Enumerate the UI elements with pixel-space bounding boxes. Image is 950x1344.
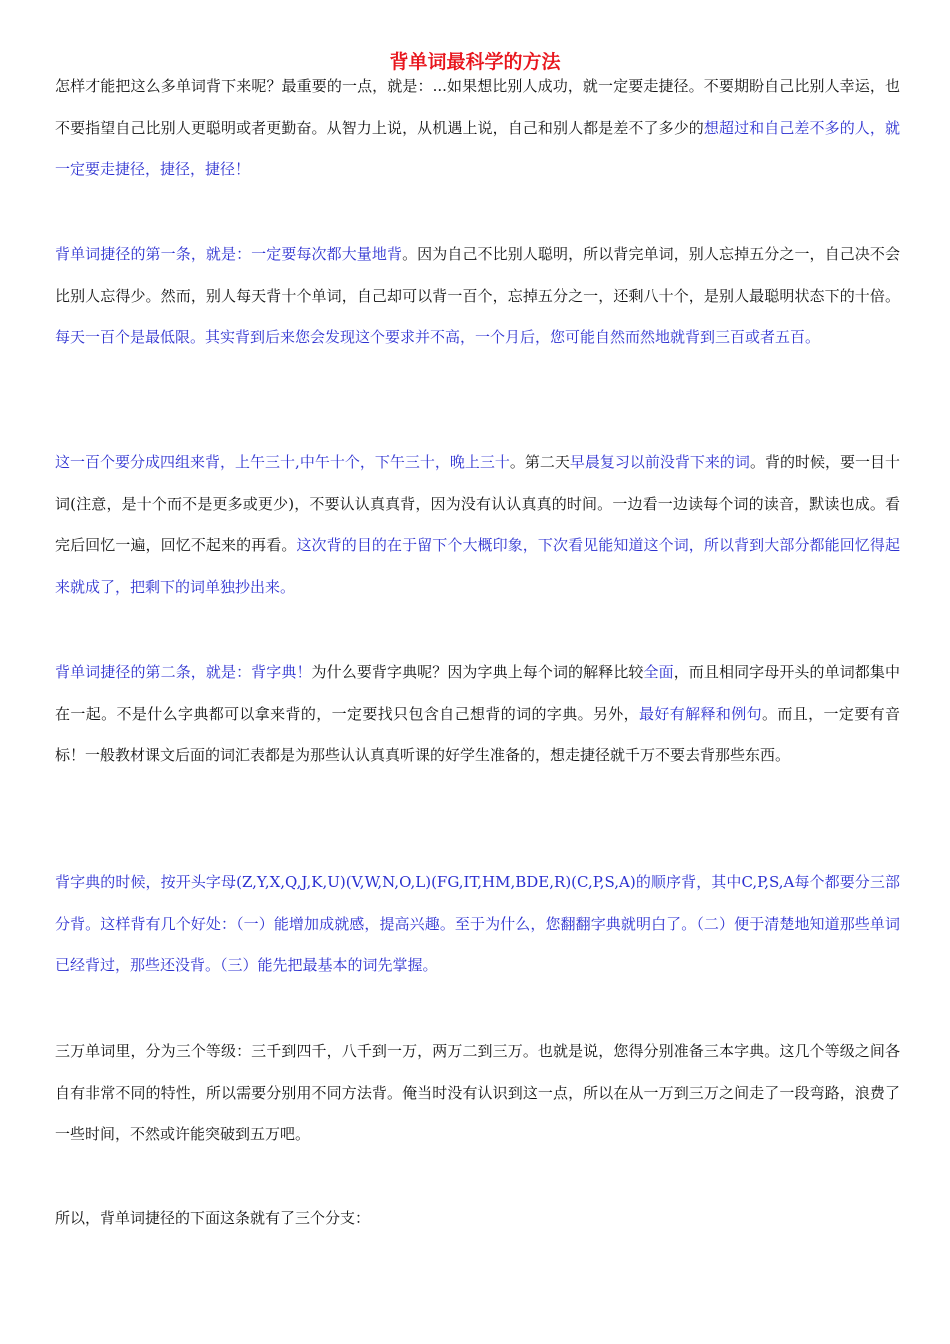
paragraph-intro bbox=[55, 66, 900, 191]
paragraph-second-rule bbox=[55, 652, 900, 777]
highlighted-text: 最好有解释和例句 bbox=[639, 704, 763, 723]
paragraph-text: ，而且相同字母开头的单词都集中在一起。不是什么字典都可以拿来背的，一定要找只包含自己想背的词的字典。另外， bbox=[55, 663, 900, 723]
highlighted-text: 背单词捷径的第一条，就是：一定要每次都大量地背 bbox=[55, 245, 403, 263]
highlighted-text: 全面 bbox=[643, 663, 674, 681]
paragraph-text: 。第二天 bbox=[509, 453, 570, 471]
paragraph-text: 三万单词里，分为三个等级：三千到四千，八千到一万，两万二到三万。也就是说，您得分别准备三本字典。这几个等级之间各自有非常不同的特性，所以需要分别用不同方法背。俺当时没有认识到这一点，所以在从一万到三万之间走了一段弯路，浪费了一些时间，不然或许能突破到五万吧。 bbox=[55, 1042, 900, 1143]
paragraph-text: 为什么要背字典呢？因为字典上每个词的解释比较 bbox=[311, 663, 644, 681]
paragraph-dictionary-order bbox=[55, 862, 900, 987]
paragraph-text: 。而且，一定要有音标！一般教材课文后面的词汇表都是为那些认认真真听课的好学生准备的，想走捷径就千万不要去背那些东西。 bbox=[55, 704, 900, 764]
highlighted-text: 背字典的时候，按开头字母(Z,Y,X,Q,J,K,U)(V,W,N,O,L)(FG,IT,HM,BDE,R)(C,P,S,A)的顺序背，其中C,P,S,A每个都要分三部分背。这样背有几个好处：（一）能增加成就感，提高兴趣。至于为什么，您翻翻字典就明白了。（二）便于清楚地知道那些单词已经背过，那些还没背。（三）能先把最基本的词先掌握。 bbox=[55, 873, 900, 974]
paragraph-four-groups bbox=[55, 442, 900, 608]
paragraph-text: 。背的时候，要一目十词(注意，是十个而不是更多或更少)，不要认认真真背，因为没有认认真真的时间。一边看一边读每个词的读音，默读也成。看完后回忆一遍，回忆不起来的再看。 bbox=[55, 453, 900, 554]
paragraph-first-rule bbox=[55, 234, 900, 359]
document-title: 背单词最科学的方法 bbox=[389, 51, 561, 73]
highlighted-text: 早晨复习以前没背下来的词 bbox=[569, 453, 750, 471]
paragraph-branches bbox=[55, 1198, 900, 1240]
paragraph-text: 所以，背单词捷径的下面这条就有了三个分支： bbox=[55, 1209, 371, 1227]
highlighted-text: 这次背的目的在于留下个大概印象，下次看见能知道这个词，所以背到大部分都能回忆得起来就成了，把剩下的词单独抄出来。 bbox=[55, 536, 900, 596]
paragraph-three-levels bbox=[55, 1031, 900, 1156]
highlighted-text: 每天一百个是最低限。其实背到后来您会发现这个要求并不高，一个月后，您可能自然而然地就背到三百或者五百。 bbox=[55, 328, 821, 346]
paragraph-text: 。因为自己不比别人聪明，所以背完单词，别人忘掉五分之一，自己决不会比别人忘得少。然而，别人每天背十个单词，自己却可以背一百个，忘掉五分之一，还剩八十个，是别人最聪明状态下的十倍。 bbox=[55, 245, 900, 305]
paragraph-text: 怎样才能把这么多单词背下来呢？最重要的一点，就是：...如果想比别人成功，就一定要走捷径。不要期盼自己比别人幸运，也不要指望自己比别人更聪明或者更勤奋。从智力上说，从机遇上说，自己和别人都是差不了多少的 bbox=[55, 77, 900, 137]
highlighted-text: 这一百个要分成四组来背，上午三十,中午十个，下午三十，晚上三十 bbox=[55, 453, 510, 471]
highlighted-text: 想超过和自己差不多的人，就一定要走捷径，捷径，捷径！ bbox=[55, 118, 900, 178]
highlighted-text: 背单词捷径的第二条，就是：背字典！ bbox=[55, 663, 312, 681]
